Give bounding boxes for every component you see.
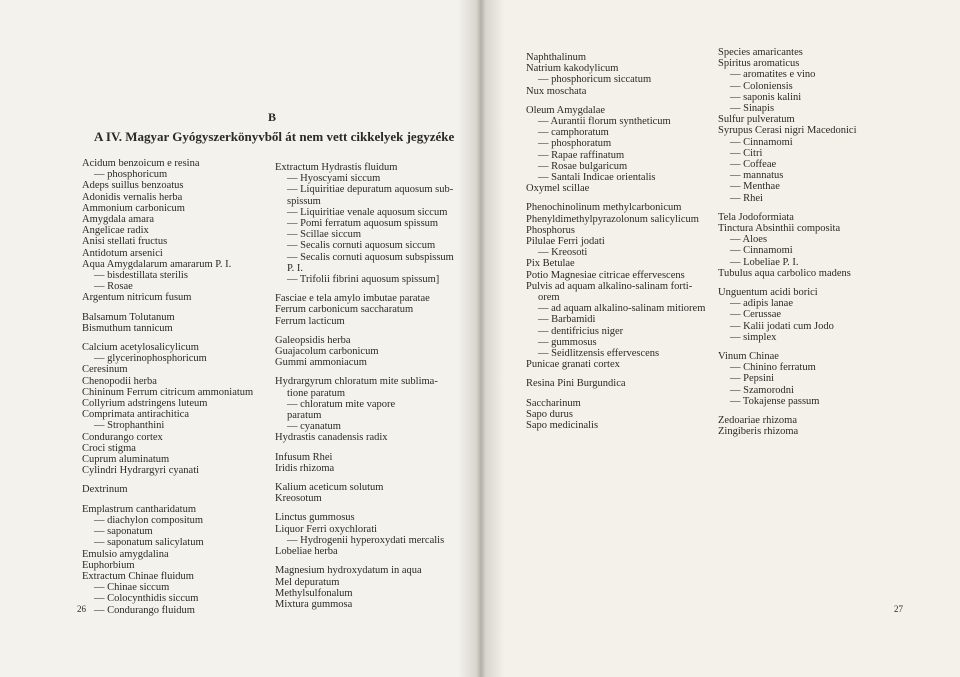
list-item: — Secalis cornuti aquosum subspissum — [287, 251, 454, 263]
list-gap — [275, 285, 454, 293]
list-item: — Santali Indicae orientalis — [538, 172, 656, 184]
list-item: Guajacolum carbonicum — [275, 346, 379, 358]
list-item: Amygdala amara — [82, 214, 155, 226]
list-item: Chininum Ferrum citricum ammoniatum — [82, 386, 254, 398]
list-gap — [526, 370, 705, 378]
list-item: Angelicae radix — [82, 225, 149, 237]
right-page-column-1 — [526, 52, 705, 431]
list-gap — [82, 496, 253, 504]
list-item: — Cinnamomi — [730, 136, 793, 148]
list-item: Resina Pini Burgundica — [526, 378, 626, 390]
list-gap — [526, 390, 705, 398]
list-item: Adonidis vernalis herba — [82, 191, 183, 203]
list-item: Sapo medicinalis — [526, 420, 599, 432]
list-item: Zingiberis rhizoma — [718, 426, 799, 438]
list-item: — phosphoricum — [94, 169, 168, 181]
list-item: Cuprum aluminatum — [82, 454, 170, 466]
list-item: — Szamorodni — [730, 384, 794, 396]
list-item: orem — [538, 292, 560, 304]
list-item: — Citri — [730, 147, 763, 159]
list-item: — Lobeliae P. I. — [730, 256, 799, 268]
list-item: — Kalii jodati cum Jodo — [730, 320, 834, 332]
list-item: Collyrium adstringens luteum — [82, 398, 208, 410]
page-heading: A IV. Magyar Gyógyszerkönyvből át nem vett cikkelyek jegyzéke — [94, 129, 455, 144]
list-item: Hydrastis canadensis radix — [275, 432, 388, 444]
list-item: paratum — [287, 410, 322, 422]
list-item: Phenochinolinum methylcarbonicum — [526, 202, 682, 214]
list-item: Potio Magnesiae citricae effervescens — [526, 269, 685, 281]
list-gap — [82, 304, 253, 312]
list-item: — Chinino ferratum — [730, 362, 816, 374]
list-item: — phosphoratum — [538, 138, 612, 150]
list-item: — Aurantii florum syntheticum — [538, 116, 671, 128]
list-gap — [275, 327, 454, 335]
list-item: Vinum Chinae — [718, 351, 779, 363]
list-item: Nux moschata — [526, 85, 587, 97]
right-page — [478, 0, 960, 677]
list-item: Dextrinum — [82, 484, 128, 496]
list-item: — Condurango fluidum — [94, 604, 195, 616]
list-item: Mel depuratum — [275, 576, 340, 588]
list-item: — Rosae — [94, 281, 133, 293]
list-item: — Aloes — [730, 234, 768, 246]
list-item: Species amaricantes — [718, 47, 803, 58]
list-item: — Kreosoti — [538, 247, 588, 259]
list-item: Natrium kakodylicum — [526, 63, 619, 75]
list-item: Infusum Rhei — [275, 451, 333, 463]
list-item: Adeps suillus benzoatus — [82, 180, 184, 192]
list-item: Argentum nitricum fusum — [82, 292, 192, 304]
list-item: — Tokajense passum — [730, 395, 820, 407]
list-item: — Menthae — [730, 181, 780, 193]
list-item: Bismuthum tannicum — [82, 322, 173, 334]
list-gap — [718, 279, 857, 287]
list-item: — gummosus — [538, 336, 597, 348]
right-page-column-2 — [718, 47, 857, 438]
list-item: Tubulus aqua carbolico madens — [718, 267, 851, 279]
list-item: Acidum benzoicum e resina — [82, 158, 200, 169]
page-number-left: 26 — [77, 604, 86, 614]
list-item: — Hydrogenii hyperoxydati mercalis — [287, 534, 445, 546]
list-item: Galeopsidis herba — [275, 334, 351, 346]
list-item: Pulvis ad aquam alkalino-salinam forti- — [526, 280, 693, 292]
list-item: Pix Betulae — [526, 258, 575, 270]
list-item: — ad aquam alkalino-salinam mitiorem — [538, 303, 706, 315]
list-item: — Cinnamomi — [730, 245, 793, 257]
list-item: Oleum Amygdalae — [526, 104, 606, 116]
list-item: Pilulae Ferri jodati — [526, 236, 605, 248]
list-item: — Pomi ferratum aquosum spissum — [287, 218, 439, 230]
list-item: Comprimata antirachitica — [82, 409, 189, 421]
list-gap — [82, 476, 253, 484]
list-item: Gummi ammoniacum — [275, 357, 367, 369]
list-item: Unguentum acidi borici — [718, 287, 818, 299]
list-item: Ferrum carbonicum saccharatum — [275, 304, 414, 316]
list-item: Fasciae e tela amylo imbutae paratae — [275, 293, 430, 305]
list-item: — mannatus — [730, 170, 784, 182]
list-item: Magnesium hydroxydatum in aqua — [275, 565, 422, 577]
list-item: — Seidlitzensis effervescens — [538, 348, 660, 360]
list-gap — [526, 194, 705, 202]
list-item: Iridis rhizoma — [275, 462, 335, 474]
list-item: Emulsio amygdalina — [82, 548, 169, 560]
left-page — [0, 0, 478, 677]
list-item: Punicae granati cortex — [526, 359, 620, 371]
list-item: — saponis kalini — [730, 91, 802, 103]
list-item: — aromatites e vino — [730, 69, 816, 81]
list-item: — dentifricius niger — [538, 325, 624, 337]
list-gap — [718, 407, 857, 415]
list-item: Methylsulfonalum — [275, 587, 353, 599]
list-item: Balsamum Tolutanum — [82, 311, 175, 323]
list-item: Tela Jodoformiata — [718, 211, 794, 223]
list-item: Ferrum lacticum — [275, 315, 345, 327]
list-item: Mixtura gummosa — [275, 598, 353, 610]
list-item: — camphoratum — [538, 127, 609, 139]
list-gap — [275, 557, 454, 565]
list-gap — [82, 334, 253, 342]
list-item: Aqua Amygdalarum amararum P. I. — [82, 258, 232, 270]
list-item: tione paratum — [287, 387, 346, 399]
list-item: Kalium aceticum solutum — [275, 482, 384, 494]
page-number-right: 27 — [894, 604, 903, 614]
list-item: Extractum Chinae fluidum — [82, 570, 194, 582]
list-item: Emplastrum cantharidatum — [82, 503, 197, 515]
book-gutter — [458, 0, 504, 677]
list-item: Lobeliae herba — [275, 546, 338, 558]
list-item: Croci stigma — [82, 442, 136, 454]
list-gap — [275, 474, 454, 482]
list-item: — cyanatum — [287, 421, 341, 433]
list-item: P. I. — [287, 262, 304, 274]
list-item: Euphorbium — [82, 559, 135, 571]
list-item: Phenyldimethylpyrazolonum salicylicum — [526, 213, 699, 225]
list-item: — simplex — [730, 331, 777, 343]
list-item: Linctus gummosus — [275, 512, 355, 524]
list-item: — Chinae siccum — [94, 582, 170, 594]
list-item: Naphthalinum — [526, 52, 587, 63]
list-item: — Pepsini — [730, 373, 775, 385]
list-item: Antidotum arsenici — [82, 247, 163, 259]
list-item: Zedoariae rhizoma — [718, 415, 797, 427]
list-item: — chloratum mite vapore — [287, 398, 396, 410]
list-item: — Trifolii fibrini aquosum spissum] — [287, 274, 440, 286]
list-gap — [718, 343, 857, 351]
list-item: — bisdestillata sterilis — [94, 270, 188, 282]
list-item: Oxymel scillae — [526, 183, 590, 195]
list-item: Syrupus Cerasi nigri Macedonici — [718, 125, 857, 137]
list-item: Saccharinum — [526, 397, 581, 409]
list-item: — phosphoricum siccatum — [538, 74, 652, 86]
list-gap — [275, 368, 454, 376]
list-item: Condurango cortex — [82, 431, 163, 443]
list-item: — glycerinophosphoricum — [94, 353, 207, 365]
list-item: Hydrargyrum chloratum mite sublima- — [275, 376, 438, 388]
list-item: — Barbamidi — [538, 314, 596, 326]
list-item: — Rapae raffinatum — [538, 149, 625, 161]
list-item: Chenopodii herba — [82, 375, 157, 387]
list-item: Tinctura Absinthii composita — [718, 223, 841, 235]
list-item: — Rhei — [730, 192, 763, 204]
list-item: Spiritus aromaticus — [718, 58, 800, 70]
list-item: Kreosotum — [275, 493, 322, 505]
list-item: — Coloniensis — [730, 80, 793, 92]
list-item: Sapo durus — [526, 408, 573, 420]
list-item: — adipis lanae — [730, 298, 793, 310]
list-item: — Scillae siccum — [287, 229, 362, 241]
list-item: — Strophanthini — [94, 420, 165, 432]
list-item: spissum — [287, 195, 321, 207]
list-item: — Liquiritiae depuratum aquosum sub- — [287, 184, 454, 196]
list-gap — [275, 444, 454, 452]
list-item: — Coffeae — [730, 159, 777, 171]
list-item: — Hyoscyami siccum — [287, 173, 381, 185]
list-gap — [526, 97, 705, 105]
list-item: — saponatum salicylatum — [94, 537, 204, 549]
list-item: Ammonium carbonicum — [82, 202, 185, 214]
list-item: — Colocynthidis siccum — [94, 593, 199, 605]
left-page-column-2 — [275, 162, 454, 610]
list-item: — Liquiritiae venale aquosum siccum — [287, 206, 448, 218]
list-gap — [275, 504, 454, 512]
list-item: — Sinapis — [730, 103, 775, 115]
list-item: — saponatum — [94, 526, 153, 538]
list-item: Phosphorus — [526, 224, 576, 236]
list-item: — Rosae bulgaricum — [538, 160, 628, 172]
list-gap — [718, 204, 857, 212]
list-item: Sulfur pulveratum — [718, 114, 795, 126]
list-item: — Secalis cornuti aquosum siccum — [287, 240, 436, 252]
list-item: Calcium acetylosalicylicum — [82, 342, 199, 354]
left-page-column-1 — [82, 158, 253, 616]
list-item: Cylindri Hydrargyri cyanati — [82, 465, 200, 477]
list-item: Extractum Hydrastis fluidum — [275, 162, 398, 173]
list-item: Liquor Ferri oxychlorati — [275, 523, 378, 535]
list-item: — diachylon compositum — [94, 514, 204, 526]
list-item: — Cerussae — [730, 309, 782, 321]
list-item: Anisi stellati fructus — [82, 236, 168, 248]
section-letter: B — [268, 110, 277, 124]
list-item: Ceresinum — [82, 364, 128, 376]
